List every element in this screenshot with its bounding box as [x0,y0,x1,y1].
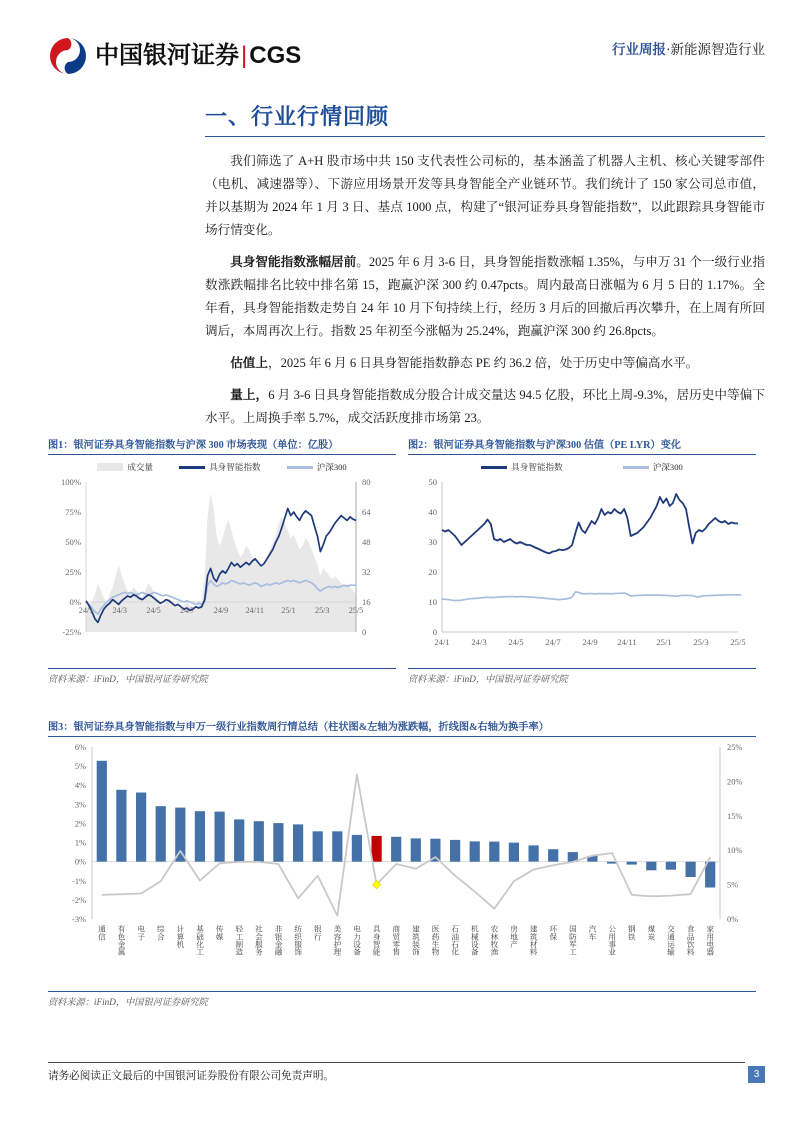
svg-text:24/5: 24/5 [146,606,161,615]
page-number-badge: 3 [748,1066,765,1083]
svg-text:30: 30 [428,537,437,547]
figure-3-category-label: 建筑装饰 [411,925,421,956]
svg-text:25%: 25% [727,743,743,752]
brand-name-en: CGS [249,42,302,69]
figure-3-category-label: 医药生物 [431,925,441,956]
svg-text:2%: 2% [74,819,86,829]
brand-name-cn: 中国银河证券 [95,42,239,69]
paragraph-2 [205,251,765,343]
figure-3-category-label: 计算机 [175,925,185,948]
figure-3-category-label: 具身智能 [372,925,382,956]
figure-3-source: 资料来源：iFinD，中国银河证券研究院 [48,997,208,1007]
legend-label-index-2: 具身智能指数 [511,462,563,472]
figure-3-category-label: 国防军工 [568,925,578,956]
svg-text:24/7: 24/7 [545,637,561,647]
svg-text:40: 40 [428,507,437,517]
figure-3-category-label: 交通运输 [666,925,676,956]
svg-text:0: 0 [432,627,437,637]
legend-label-volume: 成交量 [127,462,154,472]
legend-label-hs300: 沪深300 [316,462,347,472]
figure-2-bottom-divider [408,668,756,669]
legend-swatch-index-icon [179,466,205,469]
figure-3-category-label: 钢铁 [627,925,637,941]
svg-text:48: 48 [362,537,371,547]
industry-label: 新能源智造行业 [670,42,765,57]
figure-3-category-label: 机械设备 [470,925,480,956]
figure-3-svg [48,737,756,987]
cgs-galaxy-logo-icon [48,36,88,76]
svg-text:64: 64 [362,507,371,517]
figure-3-category-label: 美容护理 [332,925,342,956]
figure-3-category-label: 煤炭 [646,925,656,941]
figure-2-legend [408,460,756,474]
svg-text:25/1: 25/1 [656,637,672,647]
figure-3-category-label: 家用电器 [705,925,715,956]
svg-text:24/7: 24/7 [179,606,195,615]
footer-disclaimer: 请务必阅读正文最后的中国银河证券股份有限公司免责声明。 [48,1071,335,1082]
svg-text:0%: 0% [727,915,739,924]
figure-1-divider [48,454,396,455]
header-dot: · [666,42,671,57]
section-title: 一、行业行情回顾 [205,104,390,129]
svg-text:24/3: 24/3 [471,637,487,647]
svg-text:0: 0 [362,627,367,637]
body-text-column [205,150,765,439]
figure-3-category-label: 传媒 [215,925,225,941]
paragraph-1-text: 我们筛选了 A+H 股市场中共 150 支代表性公司标的，基本涵盖了机器人主机、核心关键零部件（电机、减速器等）、下游应用场景开发等具身智能全产业链环节。我们统计了 150 家公司总市值，并以基期为 2024 年 1 月 3 日、基点 1000 点，构建了“银河证券具身智能指数”，以此跟踪具身智能市场行情变化。 [205,154,765,237]
paragraph-2-text: 。2025 年 6 月 3-6 日，具身智能指数涨幅 1.35%，与申万 31 个一级行业指数涨跌幅排名比较中排名第 15，跑赢沪深 300 约 0.47pcts。周内最高日涨幅为 6 月 5 日的 1.17%。全年看，具身智能指数走势自 24 年 10 月下旬持续上行，经历 3 月后的回撤后再次攀升，在上周有所回调后，本周再次上行。指数 25 年初至今涨幅为 25.24%，跑赢沪深 300 约 26.8pcts。 [205,255,765,338]
figure-3-category-label: 石油石化 [450,925,460,956]
legend-item-index [179,461,261,473]
svg-text:50: 50 [428,477,437,487]
figure-2-divider [408,454,756,455]
legend-swatch-hs300-icon [287,466,313,469]
paragraph-4-text: 6 月 3-6 日具身智能指数成分股合计成交量达 94.5 亿股，环比上周-9.3%，居历史中等偏下水平。上周换手率 5.7%，成交活跃度排市场第 23。 [205,388,766,425]
svg-text:1%: 1% [74,838,86,848]
paragraph-4-lead: 量上， [230,388,269,402]
brand-logo [48,36,301,76]
svg-text:15%: 15% [727,811,743,821]
paragraph-3-lead: 估值上 [230,356,268,370]
figure-1-source: 资料来源：iFinD，中国银河证券研究院 [48,674,208,684]
figure-3-category-label: 有色金属 [117,925,127,956]
figure-3-category-label: 通信 [97,925,107,941]
svg-text:25/5: 25/5 [348,606,364,615]
svg-text:25/3: 25/3 [693,637,709,647]
figure-1-bottom-divider [48,668,396,669]
legend-item-volume [97,461,153,473]
svg-text:5%: 5% [74,762,86,772]
figure-2-plot [408,474,756,662]
figure-3-plot [48,737,756,987]
page-header [0,0,793,92]
svg-text:-25%: -25% [62,627,81,637]
svg-text:25%: 25% [65,567,81,577]
svg-text:-2%: -2% [72,895,86,905]
svg-text:25/5: 25/5 [730,637,746,647]
brand-separator: | [241,42,248,69]
legend-label-index: 具身智能指数 [209,462,261,472]
svg-text:-3%: -3% [72,915,86,924]
figure-2-title: 图2：银河证券具身智能指数与沪深300 估值（PE LYR）变化 [408,440,681,451]
svg-text:24/11: 24/11 [617,637,637,647]
figure-3-category-label: 汽车 [588,925,598,941]
svg-text:20%: 20% [727,777,743,787]
svg-text:75%: 75% [65,507,81,517]
svg-text:24/9: 24/9 [213,606,229,615]
svg-text:50%: 50% [65,537,81,547]
svg-text:0%: 0% [74,857,86,867]
figure-3-category-label: 电子 [136,925,146,941]
exhibit-figure-2 [408,436,756,685]
svg-text:25/3: 25/3 [314,606,330,615]
legend-label-hs300-2: 沪深300 [652,462,683,472]
paragraph-1 [205,150,765,242]
paragraph-2-lead: 具身智能指数涨幅居前 [230,255,357,269]
figure-3-category-label: 食品饮料 [686,925,696,956]
exhibit-figure-3 [48,718,756,1008]
figure-3-category-label: 农林牧渔 [489,925,499,956]
figure-3-category-label: 非银金融 [274,925,284,956]
svg-text:5%: 5% [727,880,739,890]
figure-3-category-label: 商贸零售 [391,925,401,956]
svg-text:4%: 4% [74,781,86,791]
paragraph-4 [205,384,765,430]
svg-text:20: 20 [428,567,437,577]
legend-item-hs300 [287,461,347,473]
svg-text:24/9: 24/9 [582,637,598,647]
svg-text:6%: 6% [74,743,86,752]
figure-3-category-label: 公用事业 [607,925,617,956]
legend-item-index-2 [481,461,563,473]
legend-swatch-volume-icon [97,463,123,471]
svg-text:10%: 10% [727,846,743,856]
svg-text:32: 32 [362,567,371,577]
figure-3-category-label: 综合 [156,925,166,941]
figure-1-title: 图1：银河证券具身智能指数与沪深 300 市场表现（单位：亿股） [48,440,339,451]
header-report-label [612,38,765,58]
figure-1-svg [48,474,396,662]
figure-3-category-label: 轻工制造 [234,925,244,956]
figure-3-category-label: 社会服务 [254,925,264,956]
svg-text:0%: 0% [69,597,81,607]
legend-swatch-hs300-icon-2 [623,466,649,469]
section-heading [205,104,765,137]
paragraph-3 [205,352,765,375]
svg-text:-1%: -1% [72,876,86,886]
figure-3-category-label: 基础化工 [195,925,205,956]
figure-3-category-label: 建筑材料 [529,925,539,956]
svg-text:24/3: 24/3 [112,606,128,615]
svg-text:3%: 3% [74,800,86,810]
figure-3-category-label: 房地产 [509,925,519,948]
figure-1-plot [48,474,396,662]
svg-text:24/11: 24/11 [245,606,264,615]
figure-2-svg [408,474,756,662]
section-divider [205,136,765,137]
footer-divider [48,1062,745,1063]
svg-text:25/1: 25/1 [281,606,296,615]
exhibit-figure-1 [48,436,396,685]
legend-swatch-index-icon-2 [481,466,507,469]
figure-3-category-label: 银行 [313,925,323,941]
svg-text:10: 10 [428,597,437,607]
figure-3-category-label: 环保 [548,925,558,941]
report-type-label: 行业周报 [612,42,666,57]
figure-3-category-label: 纺织服饰 [293,925,303,956]
figure-1-legend [48,460,396,474]
paragraph-3-text: ，2025 年 6 月 6 日具身智能指数静态 PE 约 36.2 倍，处于历史中等偏高水平。 [267,356,699,370]
svg-text:24/1: 24/1 [78,606,94,615]
svg-text:16: 16 [362,597,371,607]
figure-3-title: 图3：银河证券具身智能指数与申万一级行业指数周行情总结（柱状图&左轴为涨跌幅，折线图&右轴为换手率） [48,722,549,733]
legend-item-hs300-2 [623,461,683,473]
figure-3-category-label: 电力设备 [352,925,362,956]
svg-text:24/1: 24/1 [434,637,450,647]
svg-text:24/5: 24/5 [508,637,524,647]
svg-text:100%: 100% [60,477,81,487]
figure-2-source: 资料来源：iFinD，中国银河证券研究院 [408,674,568,684]
svg-text:80: 80 [362,477,371,487]
